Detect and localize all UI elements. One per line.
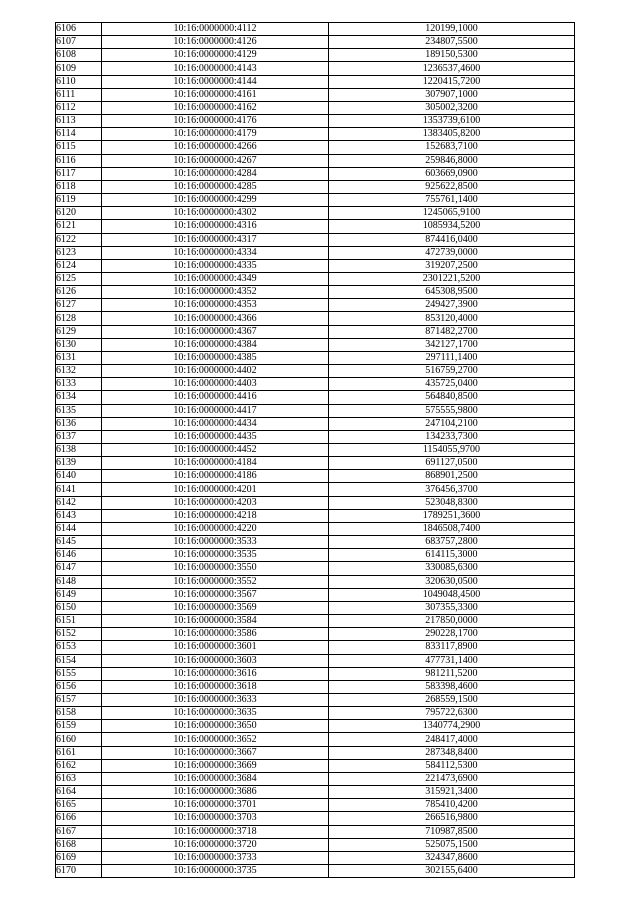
value-cell: 249427,3900: [329, 299, 575, 312]
cadastral-number-cell: 10:16:0000000:4366: [102, 312, 329, 325]
table-row: [56, 536, 575, 549]
cadastral-number-cell: 10:16:0000000:3567: [102, 588, 329, 601]
cadastral-number-cell: 10:16:0000000:4186: [102, 470, 329, 483]
table-row: [56, 62, 575, 75]
cadastral-number-cell: 10:16:0000000:3718: [102, 825, 329, 838]
value-cell: 2301221,5200: [329, 272, 575, 285]
value-cell: 1340774,2900: [329, 720, 575, 733]
row-number-cell: 6138: [56, 444, 102, 457]
row-number-cell: 6126: [56, 286, 102, 299]
table-row: [56, 444, 575, 457]
row-number-cell: 6152: [56, 628, 102, 641]
cadastral-number-cell: 10:16:0000000:4352: [102, 286, 329, 299]
value-cell: 1245065,9100: [329, 207, 575, 220]
value-cell: 874416,0400: [329, 233, 575, 246]
cadastral-number-cell: 10:16:0000000:3669: [102, 759, 329, 772]
row-number-cell: 6111: [56, 88, 102, 101]
table-row: [56, 259, 575, 272]
row-number-cell: 6122: [56, 233, 102, 246]
cadastral-number-cell: 10:16:0000000:3586: [102, 628, 329, 641]
cadastral-number-cell: 10:16:0000000:3701: [102, 799, 329, 812]
table-row: [56, 628, 575, 641]
cadastral-number-cell: 10:16:0000000:4144: [102, 75, 329, 88]
table-row: [56, 483, 575, 496]
value-cell: 234807,5500: [329, 36, 575, 49]
table-row: [56, 641, 575, 654]
cadastral-number-cell: 10:16:0000000:3618: [102, 680, 329, 693]
row-number-cell: 6114: [56, 128, 102, 141]
table-row: [56, 154, 575, 167]
row-number-cell: 6165: [56, 799, 102, 812]
table-row: [56, 838, 575, 851]
row-number-cell: 6158: [56, 707, 102, 720]
row-number-cell: 6132: [56, 365, 102, 378]
table-row: [56, 575, 575, 588]
table-row: [56, 365, 575, 378]
row-number-cell: 6148: [56, 575, 102, 588]
table-row: [56, 549, 575, 562]
value-cell: 305002,3200: [329, 101, 575, 114]
cadastral-number-cell: 10:16:0000000:4176: [102, 115, 329, 128]
value-cell: 290228,1700: [329, 628, 575, 641]
table-row: [56, 562, 575, 575]
value-cell: 152683,7100: [329, 141, 575, 154]
table-row: [56, 49, 575, 62]
value-cell: 376456,3700: [329, 483, 575, 496]
row-number-cell: 6115: [56, 141, 102, 154]
value-cell: 297111,1400: [329, 351, 575, 364]
cadastral-number-cell: 10:16:0000000:3684: [102, 772, 329, 785]
cadastral-number-cell: 10:16:0000000:3703: [102, 812, 329, 825]
row-number-cell: 6112: [56, 101, 102, 114]
cadastral-data-table: [55, 22, 575, 878]
row-number-cell: 6168: [56, 838, 102, 851]
cadastral-number-cell: 10:16:0000000:3733: [102, 851, 329, 864]
value-cell: 603669,0900: [329, 167, 575, 180]
cadastral-number-cell: 10:16:0000000:4161: [102, 88, 329, 101]
cadastral-number-cell: 10:16:0000000:4284: [102, 167, 329, 180]
value-cell: 853120,4000: [329, 312, 575, 325]
cadastral-number-cell: 10:16:0000000:4285: [102, 180, 329, 193]
value-cell: 315921,3400: [329, 786, 575, 799]
row-number-cell: 6107: [56, 36, 102, 49]
row-number-cell: 6159: [56, 720, 102, 733]
cadastral-number-cell: 10:16:0000000:3720: [102, 838, 329, 851]
cadastral-number-cell: 10:16:0000000:4179: [102, 128, 329, 141]
value-cell: 120199,1000: [329, 23, 575, 36]
table-row: [56, 509, 575, 522]
cadastral-number-cell: 10:16:0000000:4434: [102, 417, 329, 430]
cadastral-number-cell: 10:16:0000000:4266: [102, 141, 329, 154]
cadastral-number-cell: 10:16:0000000:4302: [102, 207, 329, 220]
table-row: [56, 615, 575, 628]
cadastral-number-cell: 10:16:0000000:3650: [102, 720, 329, 733]
row-number-cell: 6139: [56, 457, 102, 470]
row-number-cell: 6135: [56, 404, 102, 417]
table-row: [56, 325, 575, 338]
table-row: [56, 391, 575, 404]
cadastral-number-cell: 10:16:0000000:3535: [102, 549, 329, 562]
row-number-cell: 6156: [56, 680, 102, 693]
value-cell: 755761,1400: [329, 194, 575, 207]
cadastral-number-cell: 10:16:0000000:4384: [102, 338, 329, 351]
row-number-cell: 6129: [56, 325, 102, 338]
table-row: [56, 865, 575, 878]
value-cell: 981211,5200: [329, 667, 575, 680]
value-cell: 1085934,5200: [329, 220, 575, 233]
table-row: [56, 194, 575, 207]
table-row: [56, 799, 575, 812]
value-cell: 320630,0500: [329, 575, 575, 588]
row-number-cell: 6106: [56, 23, 102, 36]
value-cell: 134233,7300: [329, 430, 575, 443]
cadastral-number-cell: 10:16:0000000:4317: [102, 233, 329, 246]
row-number-cell: 6147: [56, 562, 102, 575]
table-row: [56, 457, 575, 470]
table-row: [56, 496, 575, 509]
cadastral-number-cell: 10:16:0000000:4403: [102, 378, 329, 391]
cadastral-number-cell: 10:16:0000000:4162: [102, 101, 329, 114]
table-row: [56, 786, 575, 799]
table-row: [56, 430, 575, 443]
table-row: [56, 141, 575, 154]
cadastral-number-cell: 10:16:0000000:3633: [102, 693, 329, 706]
value-cell: 302155,6400: [329, 865, 575, 878]
row-number-cell: 6170: [56, 865, 102, 878]
value-cell: 248417,4000: [329, 733, 575, 746]
value-cell: 871482,2700: [329, 325, 575, 338]
row-number-cell: 6146: [56, 549, 102, 562]
cadastral-number-cell: 10:16:0000000:3584: [102, 615, 329, 628]
row-number-cell: 6109: [56, 62, 102, 75]
table-row: [56, 404, 575, 417]
row-number-cell: 6153: [56, 641, 102, 654]
value-cell: 710987,8500: [329, 825, 575, 838]
table-row: [56, 693, 575, 706]
cadastral-number-cell: 10:16:0000000:4435: [102, 430, 329, 443]
cadastral-number-cell: 10:16:0000000:3552: [102, 575, 329, 588]
table-row: [56, 588, 575, 601]
value-cell: 259846,8000: [329, 154, 575, 167]
cadastral-number-cell: 10:16:0000000:4203: [102, 496, 329, 509]
cadastral-number-cell: 10:16:0000000:3533: [102, 536, 329, 549]
cadastral-number-cell: 10:16:0000000:4112: [102, 23, 329, 36]
cadastral-number-cell: 10:16:0000000:4218: [102, 509, 329, 522]
value-cell: 614115,3000: [329, 549, 575, 562]
table-row: [56, 759, 575, 772]
value-cell: 1049048,4500: [329, 588, 575, 601]
value-cell: 833117,8900: [329, 641, 575, 654]
value-cell: 1353739,6100: [329, 115, 575, 128]
table-row: [56, 772, 575, 785]
row-number-cell: 6157: [56, 693, 102, 706]
table-row: [56, 167, 575, 180]
value-cell: 268559,1500: [329, 693, 575, 706]
table-row: [56, 417, 575, 430]
value-cell: 1154055,9700: [329, 444, 575, 457]
table-row: [56, 825, 575, 838]
row-number-cell: 6136: [56, 417, 102, 430]
cadastral-number-cell: 10:16:0000000:4417: [102, 404, 329, 417]
table-row: [56, 351, 575, 364]
row-number-cell: 6125: [56, 272, 102, 285]
cadastral-number-cell: 10:16:0000000:3569: [102, 601, 329, 614]
cadastral-number-cell: 10:16:0000000:3686: [102, 786, 329, 799]
cadastral-number-cell: 10:16:0000000:4267: [102, 154, 329, 167]
table-row: [56, 101, 575, 114]
row-number-cell: 6166: [56, 812, 102, 825]
cadastral-number-cell: 10:16:0000000:4367: [102, 325, 329, 338]
row-number-cell: 6169: [56, 851, 102, 864]
table-row: [56, 812, 575, 825]
value-cell: 583398,4600: [329, 680, 575, 693]
table-row: [56, 470, 575, 483]
value-cell: 1789251,3600: [329, 509, 575, 522]
row-number-cell: 6155: [56, 667, 102, 680]
row-number-cell: 6133: [56, 378, 102, 391]
table-row: [56, 707, 575, 720]
row-number-cell: 6143: [56, 509, 102, 522]
value-cell: 683757,2800: [329, 536, 575, 549]
table-row: [56, 338, 575, 351]
value-cell: 307907,1000: [329, 88, 575, 101]
value-cell: 691127,0500: [329, 457, 575, 470]
table-row: [56, 88, 575, 101]
row-number-cell: 6130: [56, 338, 102, 351]
row-number-cell: 6108: [56, 49, 102, 62]
cadastral-number-cell: 10:16:0000000:4349: [102, 272, 329, 285]
table-row: [56, 299, 575, 312]
cadastral-number-cell: 10:16:0000000:4316: [102, 220, 329, 233]
row-number-cell: 6137: [56, 430, 102, 443]
row-number-cell: 6142: [56, 496, 102, 509]
cadastral-number-cell: 10:16:0000000:4353: [102, 299, 329, 312]
row-number-cell: 6154: [56, 654, 102, 667]
table-row: [56, 36, 575, 49]
cadastral-number-cell: 10:16:0000000:4126: [102, 36, 329, 49]
value-cell: 564840,8500: [329, 391, 575, 404]
row-number-cell: 6120: [56, 207, 102, 220]
row-number-cell: 6160: [56, 733, 102, 746]
value-cell: 1236537,4600: [329, 62, 575, 75]
table-row: [56, 667, 575, 680]
cadastral-number-cell: 10:16:0000000:3652: [102, 733, 329, 746]
value-cell: 217850,0000: [329, 615, 575, 628]
row-number-cell: 6131: [56, 351, 102, 364]
value-cell: 575555,9800: [329, 404, 575, 417]
row-number-cell: 6121: [56, 220, 102, 233]
row-number-cell: 6144: [56, 522, 102, 535]
row-number-cell: 6124: [56, 259, 102, 272]
table-row: [56, 601, 575, 614]
table-row: [56, 207, 575, 220]
table-row: [56, 654, 575, 667]
value-cell: 324347,8600: [329, 851, 575, 864]
table-row: [56, 522, 575, 535]
value-cell: 1846508,7400: [329, 522, 575, 535]
row-number-cell: 6161: [56, 746, 102, 759]
value-cell: 1383405,8200: [329, 128, 575, 141]
table-row: [56, 286, 575, 299]
cadastral-number-cell: 10:16:0000000:4452: [102, 444, 329, 457]
value-cell: 287348,8400: [329, 746, 575, 759]
value-cell: 319207,2500: [329, 259, 575, 272]
row-number-cell: 6119: [56, 194, 102, 207]
row-number-cell: 6164: [56, 786, 102, 799]
cadastral-number-cell: 10:16:0000000:3667: [102, 746, 329, 759]
row-number-cell: 6116: [56, 154, 102, 167]
table-row: [56, 180, 575, 193]
cadastral-number-cell: 10:16:0000000:3603: [102, 654, 329, 667]
value-cell: 1220415,7200: [329, 75, 575, 88]
cadastral-number-cell: 10:16:0000000:3735: [102, 865, 329, 878]
value-cell: 307355,3300: [329, 601, 575, 614]
value-cell: 189150,5300: [329, 49, 575, 62]
table-row: [56, 746, 575, 759]
table-body: [56, 23, 575, 878]
row-number-cell: 6127: [56, 299, 102, 312]
table-row: [56, 272, 575, 285]
value-cell: 868901,2500: [329, 470, 575, 483]
row-number-cell: 6150: [56, 601, 102, 614]
row-number-cell: 6141: [56, 483, 102, 496]
value-cell: 525075,1500: [329, 838, 575, 851]
cadastral-number-cell: 10:16:0000000:3550: [102, 562, 329, 575]
table-row: [56, 23, 575, 36]
row-number-cell: 6167: [56, 825, 102, 838]
cadastral-number-cell: 10:16:0000000:3616: [102, 667, 329, 680]
value-cell: 330085,6300: [329, 562, 575, 575]
row-number-cell: 6134: [56, 391, 102, 404]
cadastral-number-cell: 10:16:0000000:4129: [102, 49, 329, 62]
value-cell: 785410,4200: [329, 799, 575, 812]
value-cell: 925622,8500: [329, 180, 575, 193]
table-row: [56, 75, 575, 88]
row-number-cell: 6113: [56, 115, 102, 128]
cadastral-number-cell: 10:16:0000000:4201: [102, 483, 329, 496]
row-number-cell: 6117: [56, 167, 102, 180]
value-cell: 472739,0000: [329, 246, 575, 259]
value-cell: 645308,9500: [329, 286, 575, 299]
table-row: [56, 378, 575, 391]
row-number-cell: 6149: [56, 588, 102, 601]
cadastral-number-cell: 10:16:0000000:4402: [102, 365, 329, 378]
value-cell: 523048,8300: [329, 496, 575, 509]
row-number-cell: 6163: [56, 772, 102, 785]
table-row: [56, 720, 575, 733]
table-row: [56, 733, 575, 746]
table-row: [56, 115, 575, 128]
cadastral-number-cell: 10:16:0000000:4299: [102, 194, 329, 207]
row-number-cell: 6151: [56, 615, 102, 628]
cadastral-number-cell: 10:16:0000000:3635: [102, 707, 329, 720]
cadastral-number-cell: 10:16:0000000:4335: [102, 259, 329, 272]
value-cell: 584112,5300: [329, 759, 575, 772]
row-number-cell: 6110: [56, 75, 102, 88]
cadastral-number-cell: 10:16:0000000:4416: [102, 391, 329, 404]
table-row: [56, 680, 575, 693]
table-row: [56, 233, 575, 246]
cadastral-number-cell: 10:16:0000000:4220: [102, 522, 329, 535]
cadastral-number-cell: 10:16:0000000:3601: [102, 641, 329, 654]
table-row: [56, 312, 575, 325]
value-cell: 266516,9800: [329, 812, 575, 825]
row-number-cell: 6140: [56, 470, 102, 483]
row-number-cell: 6128: [56, 312, 102, 325]
value-cell: 247104,2100: [329, 417, 575, 430]
value-cell: 342127,1700: [329, 338, 575, 351]
value-cell: 477731,1400: [329, 654, 575, 667]
row-number-cell: 6123: [56, 246, 102, 259]
row-number-cell: 6162: [56, 759, 102, 772]
cadastral-number-cell: 10:16:0000000:4385: [102, 351, 329, 364]
table-row: [56, 128, 575, 141]
table-row: [56, 851, 575, 864]
cadastral-number-cell: 10:16:0000000:4334: [102, 246, 329, 259]
value-cell: 435725,0400: [329, 378, 575, 391]
table-row: [56, 220, 575, 233]
cadastral-number-cell: 10:16:0000000:4184: [102, 457, 329, 470]
table-row: [56, 246, 575, 259]
value-cell: 221473,6900: [329, 772, 575, 785]
row-number-cell: 6118: [56, 180, 102, 193]
cadastral-number-cell: 10:16:0000000:4143: [102, 62, 329, 75]
value-cell: 795722,6300: [329, 707, 575, 720]
value-cell: 516759,2700: [329, 365, 575, 378]
row-number-cell: 6145: [56, 536, 102, 549]
